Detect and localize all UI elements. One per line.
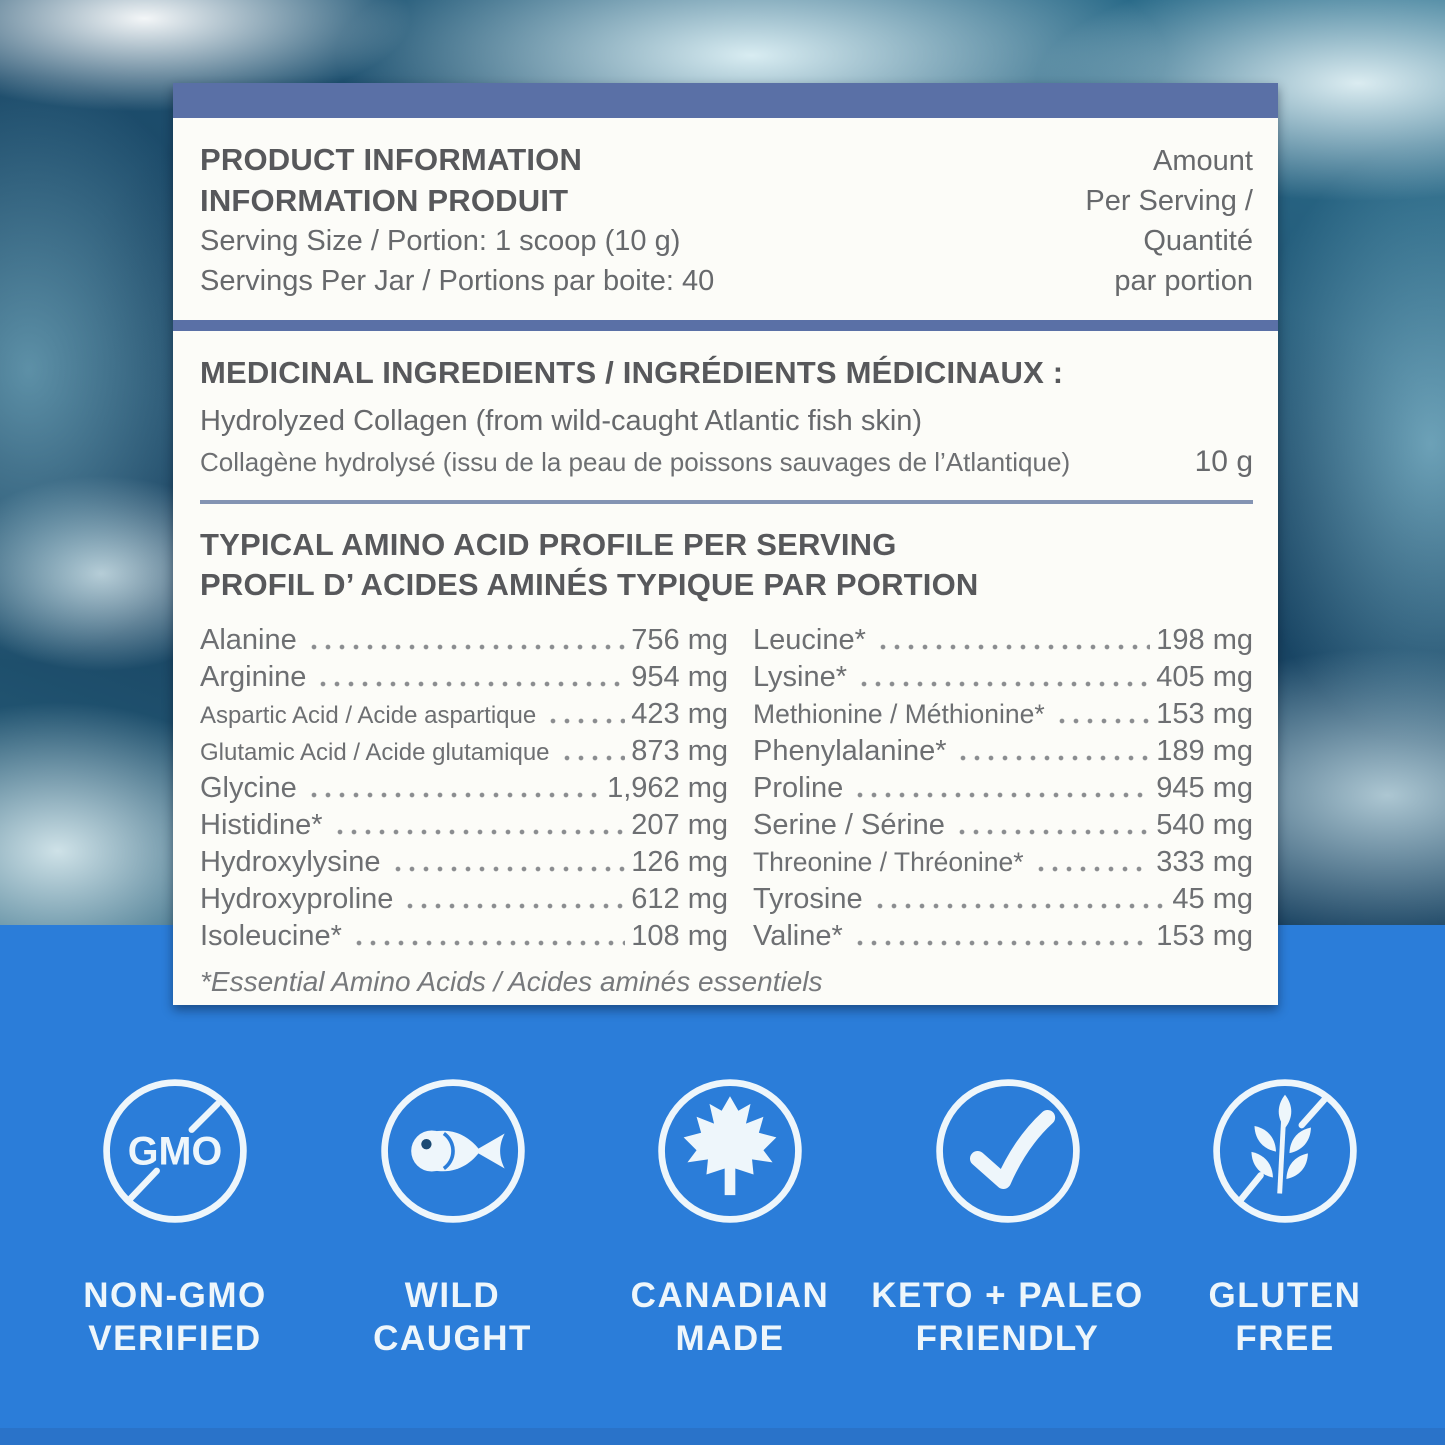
maple-leaf-icon: [654, 1075, 806, 1227]
badge-wild-caught: [328, 1075, 578, 1360]
dot-leader: [560, 738, 626, 768]
product-information-left: [200, 139, 714, 301]
amino-row: Leucine* 198 mg: [753, 624, 1253, 656]
badge-keto-paleo: [871, 1075, 1144, 1360]
ingredient-amount: 10 g: [1194, 445, 1253, 478]
dot-leader: [956, 738, 1150, 768]
dot-leader: [876, 627, 1150, 657]
badge-label: WILD CAUGHT: [373, 1276, 532, 1358]
dot-leader: [316, 664, 625, 694]
svg-text:GMO: GMO: [127, 1129, 223, 1174]
dot-leader: [391, 849, 626, 879]
dot-leader: [403, 886, 625, 916]
dot-leader: [873, 886, 1167, 916]
badge-row: [50, 1075, 1410, 1360]
amount-line-2: Per Serving /: [1085, 185, 1253, 217]
amino-row: Tyrosine 45 mg: [753, 883, 1253, 915]
dot-leader: [352, 923, 625, 953]
amino-row: Histidine* 207 mg: [200, 809, 728, 841]
card-header-bar: [173, 83, 1278, 118]
product-information-title-fr: INFORMATION PRODUIT: [200, 183, 569, 218]
dot-leader: [307, 775, 601, 805]
amino-row: Lysine* 405 mg: [753, 661, 1253, 693]
amino-row: Hydroxylysine 126 mg: [200, 846, 728, 878]
badge-label: GLUTEN FREE: [1208, 1276, 1362, 1358]
no-gmo-icon: [99, 1075, 251, 1227]
bottom-edge-strip: [0, 1428, 1445, 1445]
amino-row: Glycine 1,962 mg: [200, 772, 728, 804]
no-gluten-icon: [1209, 1075, 1361, 1227]
dot-leader: [1055, 701, 1151, 731]
amino-row: Alanine 756 mg: [200, 624, 728, 656]
product-information-title-en: PRODUCT INFORMATION: [200, 142, 583, 177]
medicinal-ingredients-heading: MEDICINAL INGREDIENTS / INGRÉDIENTS MÉDICINAUX :: [200, 355, 1064, 390]
amino-heading-fr: PROFIL D’ ACIDES AMINÉS TYPIQUE PAR PORTION: [200, 567, 979, 602]
ingredient-french-row: [200, 444, 1253, 480]
amino-row: Valine* 153 mg: [753, 920, 1253, 952]
amount-line-4: par portion: [1114, 265, 1253, 297]
badge-label: CANADIAN MADE: [630, 1276, 830, 1358]
amino-acid-section: [173, 504, 1278, 998]
amount-per-serving-block: [1085, 139, 1253, 301]
dot-leader: [1034, 849, 1151, 879]
badge-canadian-made: [605, 1075, 855, 1360]
product-information-section: [173, 118, 1278, 320]
amino-row: Hydroxyproline 612 mg: [200, 883, 728, 915]
amino-column-left: [200, 620, 728, 953]
essential-amino-footnote: *Essential Amino Acids / Acides aminés essentiels: [200, 966, 823, 997]
amino-row: Phenylalanine* 189 mg: [753, 735, 1253, 767]
badge-gluten-free: [1160, 1075, 1410, 1360]
amino-column-right: [753, 620, 1253, 953]
amino-acid-table: [200, 620, 1253, 953]
amino-row: Methionine / Méthionine* 153 mg: [753, 698, 1253, 730]
amino-row: Glutamic Acid / Acide glutamique 873 mg: [200, 735, 728, 767]
amino-heading-en: TYPICAL AMINO ACID PROFILE PER SERVING: [200, 527, 897, 562]
product-info-card: [173, 83, 1278, 1005]
amino-row: Serine / Sérine 540 mg: [753, 809, 1253, 841]
badge-label: KETO + PALEO FRIENDLY: [871, 1276, 1144, 1358]
dot-leader: [857, 664, 1150, 694]
amino-row: Arginine 954 mg: [200, 661, 728, 693]
amount-line-3: Quantité: [1143, 225, 1253, 257]
amino-row: Isoleucine* 108 mg: [200, 920, 728, 952]
dot-leader: [955, 812, 1150, 842]
amino-row: Proline 945 mg: [753, 772, 1253, 804]
amount-line-1: Amount: [1153, 145, 1253, 177]
dot-leader: [546, 701, 625, 731]
servings-per-jar-line: Servings Per Jar / Portions par boite: 40: [200, 265, 715, 297]
section-divider-bar: [173, 320, 1278, 331]
medicinal-ingredients-section: [173, 331, 1278, 504]
dot-leader: [307, 627, 626, 657]
ingredient-french: Collagène hydrolysé (issu de la peau de poissons sauvages de l’Atlantique): [200, 447, 1071, 477]
serving-size-line: Serving Size / Portion: 1 scoop (10 g): [200, 225, 681, 257]
amino-row: Aspartic Acid / Acide aspartique 423 mg: [200, 698, 728, 730]
badge-label: NON-GMO VERIFIED: [83, 1276, 267, 1358]
fish-icon: [377, 1075, 529, 1227]
amino-row: Threonine / Thréonine* 333 mg: [753, 846, 1253, 878]
badge-non-gmo: [50, 1075, 300, 1360]
checkmark-icon: [932, 1075, 1084, 1227]
dot-leader: [853, 775, 1150, 805]
ingredient-english: Hydrolyzed Collagen (from wild-caught Atlantic fish skin): [200, 405, 923, 437]
dot-leader: [853, 923, 1151, 953]
dot-leader: [333, 812, 626, 842]
